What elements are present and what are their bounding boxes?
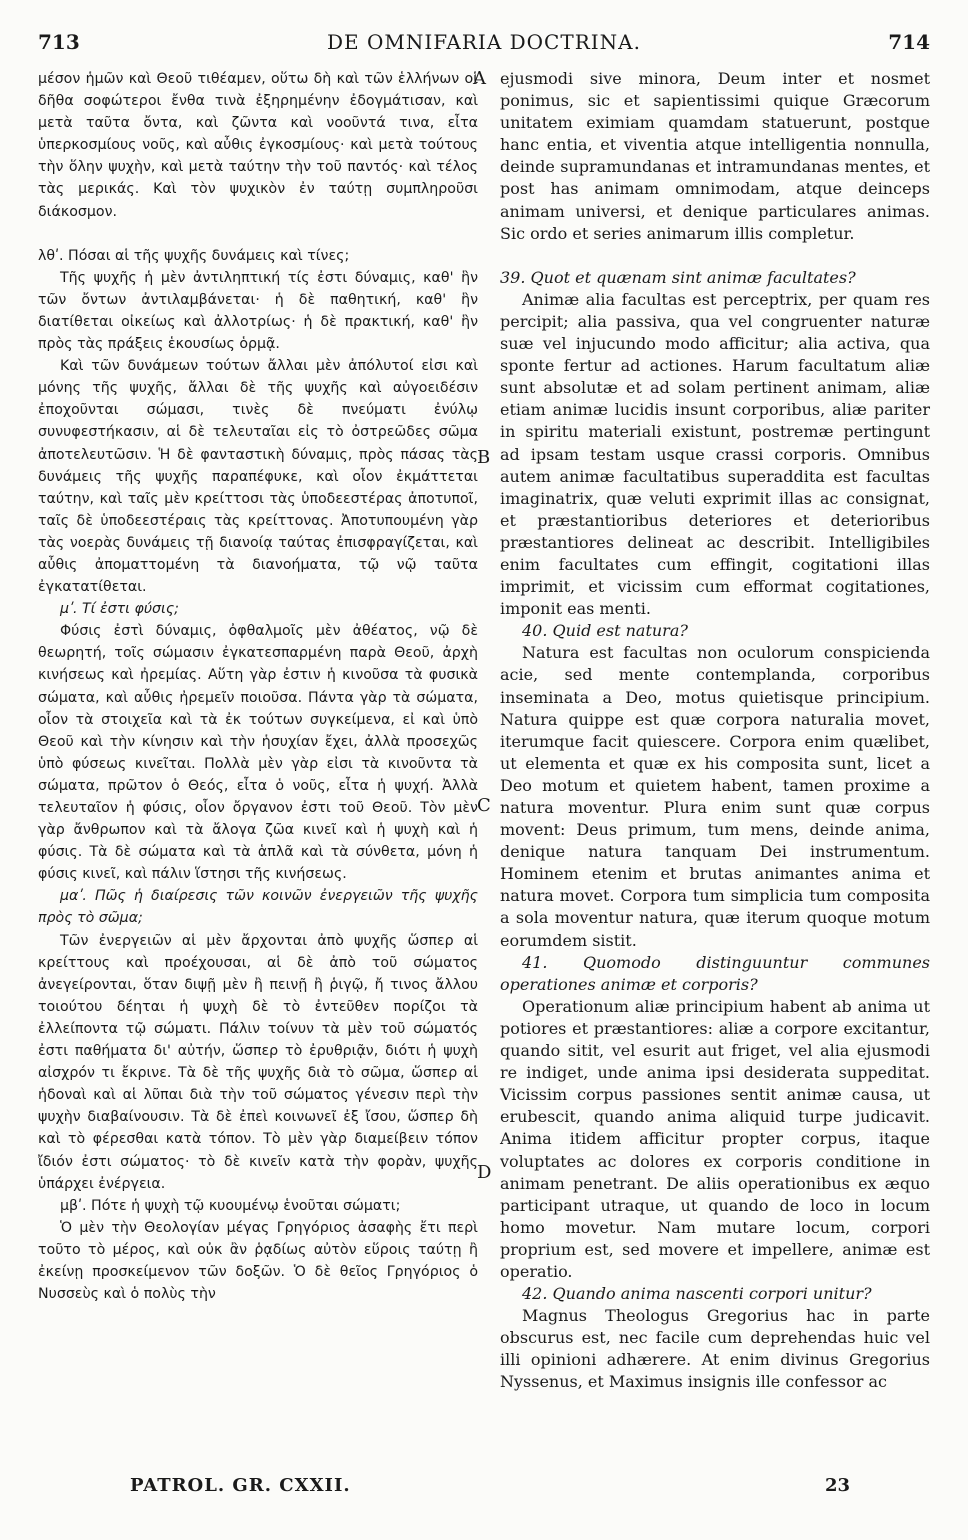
page-footer xyxy=(130,1475,850,1499)
latin-paragraph: Natura est facultas non oculorum conspicienda acie, sed mente contemplanda, corporibus inseminata a Deo, motus quietisque principium. Natura quippe est quæ corpora naturalia movet, iterumque facit quiescere. Corpora enim quælibet, ut elementa et quæ ex his composita sunt, licet a Deo motum et quietem habent, tamen proxime a natura moventur. Plura enim sunt quæ corpus movent: Deus primum, tum mens, deinde anima, denique natura tanquam Dei instrumentum. Hominem etenim et brutas animantes anima et natura movet. Corpora tum simplicia tum composita a sola moventur natura, quæ iterum quoque motum eorumdem sistit. xyxy=(500,643,930,950)
signature-mark: 23 xyxy=(824,1475,850,1496)
greek-paragraph: Φύσις ἐστὶ δύναμις, ὀφθαλμοῖς μὲν ἀθέατος, νῷ δὲ θεωρητή, τοῖς σώμασιν ἐγκατεσπαρμένη παρὰ Θεοῦ, ἀρχὴ κινήσεως καὶ ἠρεμίας. Αὕτη γὰρ ἐστιν ἡ κινοῦσα τὰ φυσικὰ σώματα, καὶ αὖθις ἠρεμεῖν ποιοῦσα. Πάντα γὰρ τὰ σώματα, οἷον τὰ στοιχεῖα καὶ τὰ ἐκ τούτων συγκείμενα, εἰ καὶ ὑπὸ Θεοῦ καὶ τὴν κίνησιν καὶ τὴν ἡσυχίαν ἔχει, ἀλλὰ προσεχῶς ὑπὸ φύσεως κινεῖται. Πολλὰ μὲν γὰρ εἰσι τὰ κινοῦντα τὰ σώματα, πρῶτον ὁ Θεός, εἶτα ὁ νοῦς, εἶτα ἡ ψυχή. Ἀλλὰ τελευταῖον ἡ φύσις, οἷον ὄργανον ἐστι τοῦ Θεοῦ. Τὸν μὲν γὰρ ἄνθρωπον καὶ τὰ ἄλογα ζῶα κινεῖ καὶ ἡ ψυχὴ καὶ ἡ φύσις. Τὰ δὲ σώματα καὶ τὰ ἁπλᾶ καὶ τὰ σύνθετα, μόνη ἡ φύσις κινεῖ, καὶ πάλιν ἵστησι τῆς κινήσεως. xyxy=(38,623,478,883)
series-mark: PATROL. GR. CXXII. xyxy=(130,1475,351,1496)
greek-paragraph: Καὶ τῶν δυνάμεων τούτων ἄλλαι μὲν ἀπόλυτοί εἰσι καὶ μόνης τῆς ψυχῆς, ἄλλαι δὲ τῆς ψυχῆς καὶ αὐγοειδέσιν ἐποχοῦνται σώμασι, τινὲς δὲ πνεύματι ἐνύλῳ συνυφεστήκασιν, αἱ δὲ τελευταῖαι εἰς τὸ ὀστρεῶδες σῶμα ἀποτελευτῶσιν. Ἡ δὲ φανταστικὴ δύναμις, πρὸς πάσας τὰς δυνάμεις τῆς ψυχῆς παραπέφυκε, καὶ οἷον ἐκμάττεται ταύτην, καὶ ταῖς μὲν κρείττοσι τὰς ὑποδεεστέρας ἀποτυποῖ, ταῖς δὲ ὑποδεεστέραις τὰς κρείττονας. Ἀποτυπουμένη γὰρ τὰς νοερὰς δυνάμεις τῇ διανοίᾳ ταύτας ἐπισφραγίζεται, καὶ αὖθις ἀποματτομένη τὰ διανοήματα, τῷ νῷ ταῦτα ἐγκατατίθεται. xyxy=(38,358,478,596)
greek-column xyxy=(38,68,478,1305)
greek-heading-41: μαʹ. Πῶς ἡ διαίρεσις τῶν κοινῶν ἐνεργειῶν τῆς ψυχῆς πρὸς τὸ σῶμα; xyxy=(38,888,478,927)
greek-paragraph: Ὁ μὲν τὴν Θεολογίαν μέγας Γρηγόριος ἀσαφὴς ἔτι περὶ τοῦτο τὸ μέρος, καὶ οὐκ ἂν ῥᾳδίως αὐτὸν εὕροις ταύτῃ ἢ ἐκείνῃ προσκείμενον τῶν δοξῶν. Ὁ δὲ θεῖος Γρηγόριος ὁ Νυσσεὺς καὶ ὁ πολὺς τὴν xyxy=(38,1219,478,1303)
latin-column xyxy=(500,68,930,1394)
greek-paragraph: μέσον ἡμῶν καὶ Θεοῦ τιθέαμεν, οὕτω δὴ καὶ τῶν ἑλλήνων οἱ δῆθα σοφώτεροι ἔνθα τινὰ ἐξηρημένην ἐδογμάτισαν, καὶ μετὰ ταῦτα ὄντα, καὶ ζῶντα καὶ νοοῦντά τινα, εἶτα ὑπερκοσμίους νοῦς, καὶ αὖθις ἐγκοσμίους· καὶ μετὰ τούτους τὴν ὅλην ψυχὴν, καὶ μετὰ ταύτην τὴν τοῦ παντός· καὶ τέλος τὰς μερικάς. Καὶ τὸν ψυχικὸν ἐν ταύτῃ συμπληροῦσι διάκοσμον. xyxy=(38,71,478,220)
latin-heading-39: 39. Quot et quænam sint animæ facultates? xyxy=(500,267,856,287)
greek-paragraph: Τῶν ἐνεργειῶν αἱ μὲν ἄρχονται ἀπὸ ψυχῆς ὥσπερ αἱ κρείττους καὶ προέχουσαι, αἱ δὲ ἀπὸ τοῦ σώματος ἀνεγείρονται, ὅταν διψῇ μὲν ἢ πεινῇ ἢ ῥιγῷ, ἤ τινος ἄλλου τοιούτου δέηται ἡ ψυχὴ δὲ τὸ ἐντεῦθεν πορίζοι τὰ ἐλλείποντα τῷ σώματι. Πάλιν τοίνυν τὰ μὲν τοῦ σώματός ἐστι παθήματα δι' αὐτήν, ὥσπερ τὸ ἐρυθριᾷν, διότι ἡ ψυχὴ αἰσχρόν τι ἔκρινε. Τὰ δὲ τῆς ψυχῆς διὰ τὸ σῶμα, ὥσπερ αἱ ἡδοναὶ καὶ αἱ λῦπαι διὰ τὴν τοῦ σώματος γένεσιν περὶ τὴν ψυχὴν διαβαίνουσιν. Τὰ δὲ ἐπεὶ κοινωνεῖ ἐξ ἴσου, ὥσπερ δὴ καὶ τὸ φέρεσθαι κατὰ τόπον. Τὸ μὲν γὰρ διαμείβειν τόπον ἴδιόν ἐστι σώματος· τὸ δὲ κινεῖν κατὰ τὴν φορὰν, ψυχῆς ὑπάρχει ἐνέργεια. xyxy=(38,932,478,1192)
latin-heading-42: 42. Quando anima nascenti corpori unitur? xyxy=(522,1284,872,1304)
greek-heading-42: μβʹ. Πότε ἡ ψυχὴ τῷ κυουμένῳ ἑνοῦται σώματι; xyxy=(60,1197,401,1214)
greek-paragraph: Τῆς ψυχῆς ἡ μὲν ἀντιληπτική τίς ἐστι δύναμις, καθ' ἣν τῶν ὄντων ἀντιλαμβάνεται· ἡ δὲ παθητική, καθ' ἣν διατίθεται οἰκείως καὶ ἀλλοτρίως· ἡ δὲ πρακτική, καθ' ἣν πρὸς τὰς πράξεις ἑκουσίως ὁρμᾷ. xyxy=(38,269,478,353)
latin-paragraph: Animæ alia facultas est perceptrix, per quam res percipit; alia passiva, qua vel congruenter naturæ suæ vel injucundo modo afficitur; alia activa, qua sponte fertur ad actiones. Harum facultatum aliæ sunt absolutæ et ad solam pertinent animam, aliæ etiam animæ lucidis insunt corporibus, aliæ pariter in spiritu materiali existunt, postremæ pertingunt ad ipsam testam usque crassi corporis. Omnibus autem animæ facultatibus superaddita est facultas imaginatrix, quæ veluti exprimit illas ac consignat, et præstantioribus deteriores et deterioribus præstantiores delineat ac describit. Intelligibiles enim facultates cum effingit, cogitationi illas imprimit, et vicissim cum efformat cogitationes, imponit eas menti. xyxy=(500,289,930,619)
latin-paragraph: Operationum aliæ principium habent ab anima ut potiores et præstantiores: aliæ a corpore excitantur, quando sitit, vel esurit aut friget, vel alia ejusmodi re indiget, unde anima ipsi desiderata suppeditat. Vicissim corpus passiones sentit animæ causa, ut erubescit, quando anima aliquid turpe judicavit. Anima itidem afficitur propter corpus, itaque voluptates ac dolores ex corporis conditione in animam penetrant. De aliis operationibus ex æquo participant utraque, ut quando de loco in locum homo movetur. Nam mutare locum, corpori proprium est, sed movere et impellere, animæ est operatio. xyxy=(500,996,930,1281)
greek-heading-39: λθʹ. Πόσαι αἱ τῆς ψυχῆς δυνάμεις καὶ τίνες; xyxy=(38,247,350,264)
margin-letter-c: C xyxy=(477,795,491,816)
running-title: DE OMNIFARIA DOCTRINA. xyxy=(327,30,641,54)
running-header xyxy=(38,30,930,58)
margin-letter-b: B xyxy=(477,447,491,468)
latin-paragraph: Magnus Theologus Gregorius hac in parte obscurus est, nec facile cum deprehendas huic vel illi opinioni adhærere. At enim divinus Gregorius Nyssenus, et Maximus insignis ille confessor ac xyxy=(500,1306,930,1392)
margin-letter-d: D xyxy=(477,1162,492,1183)
margin-letter-a: A xyxy=(473,68,486,89)
page-number-left: 713 xyxy=(38,30,80,54)
page-number-right: 714 xyxy=(888,30,930,54)
latin-heading-40: 40. Quid est natura? xyxy=(522,621,688,641)
greek-heading-40: μʹ. Τί ἐστι φύσις; xyxy=(60,601,179,618)
latin-paragraph: ejusmodi sive minora, Deum inter et nosmet ponimus, sic et sapientissimi quique Græcorum unitatem eximiam quamdam statuerunt, postque hanc entia, et viventia atque intelligentia nonnulla, deinde supramundanas et intramundanas mentes, et post has animam omnimodam, atque deinceps animam universi, et denique particulares animas. Sic ordo et series animarum illis completur. xyxy=(500,69,930,243)
latin-heading-41: 41. Quomodo distinguuntur communes operationes animæ et corporis? xyxy=(500,952,930,994)
